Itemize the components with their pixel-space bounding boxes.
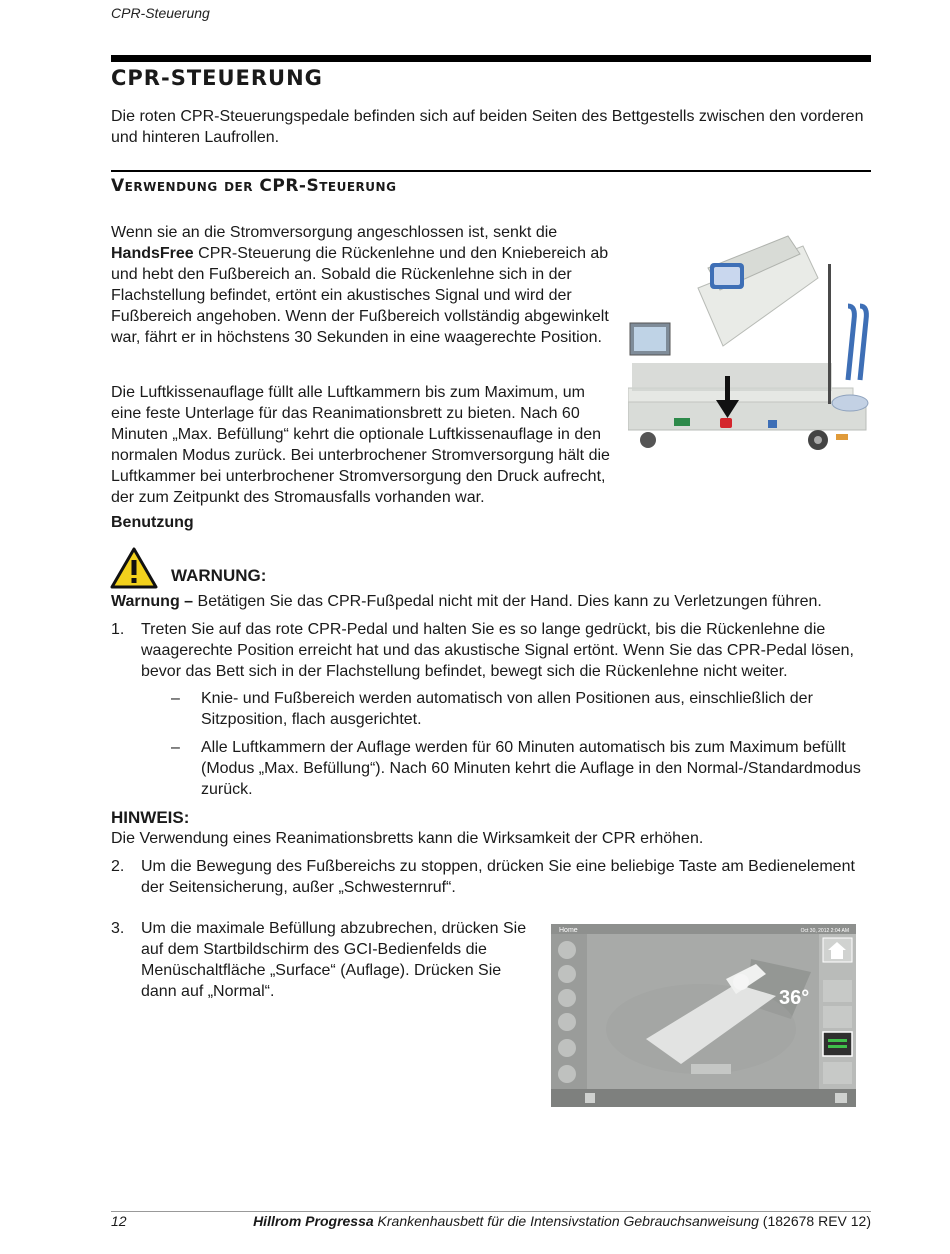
gci-screen-svg xyxy=(551,924,856,1107)
hospital-bed-illustration xyxy=(628,228,872,461)
screen-angle-readout: 36° xyxy=(779,987,810,1009)
warning-body: Betätigen Sie das CPR-Fußpedal nicht mit der Hand. Dies kann zu Verletzungen führen. xyxy=(193,593,822,610)
step-3-number: 3. xyxy=(111,920,125,937)
paragraph-2: Die Luftkissenauflage füllt alle Luftkammern bis zum Maximum, um eine feste Unterlage für das Reanimationsbrett zu bieten. Nach 60 Minuten „Max. Befüllung“ kehrt die optionale Luftkissenauflage in den normalen Modus zurück. Bei unterbrochener Stromversorgung hält die Luftkammer bei unterbrochener Stromversorgung den Druck aufrecht, der zum Zeitpunkt des Stromausfalls vorhanden war. xyxy=(111,384,610,506)
sub-item-2-text: Alle Luftkammern der Auflage werden für 60 Minuten automatisch bis zum Maximum befüllt (Modus „Max. Befüllung“). Nach 60 Minuten kehrt die Auflage in den Normal-/Standardmodus zurück. xyxy=(201,739,861,798)
step-3-text: Um die maximale Befüllung abzubrechen, drücken Sie auf dem Startbildschirm des GCI-Bedienfelds die Menüschaltfläche „Surface“ (Auflage). Drücken Sie dann auf „Normal“. xyxy=(141,920,527,1000)
gci-home-screen-illustration xyxy=(551,924,856,1107)
step-2 xyxy=(111,856,876,898)
footer-brand: Hillrom Progressa xyxy=(253,1213,374,1229)
sub-item-1 xyxy=(171,688,861,730)
footer-rule xyxy=(111,1211,871,1212)
paragraph-1-pre: Wenn sie an die Stromversorgung angeschlossen ist, senkt die xyxy=(111,224,558,241)
top-rule xyxy=(111,55,871,62)
footer-desc: Krankenhausbett für die Intensivstation Gebrauchsanweisung xyxy=(373,1213,759,1229)
intro-paragraph: Die roten CPR-Steuerungspedale befinden sich auf beiden Seiten des Bettgestells zwischen den vorderen und hinteren Laufrollen. xyxy=(111,108,864,146)
step-1-text: Treten Sie auf das rote CPR-Pedal und halten Sie es so lange gedrückt, bis die Rückenlehne die waagerechte Position erreicht hat und das akustische Signal ertönt. Wenn Sie das CPR-Pedal lösen, bevor das Bett sich in der Flachstellung befindet, bewegt sich die Rückenlehne nicht weiter. xyxy=(141,621,854,680)
step-1-number: 1. xyxy=(111,621,125,638)
paragraph-1-bold: HandsFree xyxy=(111,245,194,262)
step-2-number: 2. xyxy=(111,858,125,875)
hospital-bed-svg xyxy=(628,228,872,461)
paragraph-1 xyxy=(111,222,616,348)
running-head: CPR-Steuerung xyxy=(111,5,210,21)
step-3 xyxy=(111,918,531,1002)
page-number: 12 xyxy=(111,1213,127,1229)
sub-item-1-text: Knie- und Fußbereich werden automatisch von allen Positionen aus, einschließlich der Sitzposition, flach ausgerichtet. xyxy=(201,690,813,728)
note-text: Die Verwendung eines Reanimationsbretts kann die Wirksamkeit der CPR erhöhen. xyxy=(111,830,704,847)
section-title: Verwendung der CPR-Steuerung xyxy=(111,176,397,196)
screen-timestamp: Oct 30, 2012 2:04 AM xyxy=(800,928,849,934)
footer-revision: (182678 REV 12) xyxy=(758,1213,871,1229)
warning-text xyxy=(111,591,881,612)
paragraph-1-post: CPR-Steuerung die Rückenlehne und den Kniebereich ab und hebt den Fußbereich an. Sobald die Rückenlehne sich in der Flachstellung befindet, ertönt ein akustisches Signal und wird der Fußbereich angehoben. Wenn der Fußbereich vollständig abgewinkelt war, fährt er in höchstens 30 Sekunden in eine waagerechte Position. xyxy=(111,245,609,346)
section-rule xyxy=(111,170,871,172)
sub-item-1-dash: – xyxy=(171,690,180,707)
note-title: HINWEIS: xyxy=(111,808,190,827)
step-1 xyxy=(111,619,876,682)
sub-item-2 xyxy=(171,737,861,800)
sub-item-2-dash: – xyxy=(171,739,180,756)
warning-title: WARNUNG: xyxy=(171,566,267,585)
page-title: CPR-STEUERUNG xyxy=(111,66,323,90)
warning-lead: Warnung – xyxy=(111,593,194,610)
subheading-benutzung: Benutzung xyxy=(111,514,194,531)
screen-home-label: Home xyxy=(559,927,578,934)
footer-title xyxy=(253,1213,871,1229)
step-2-text: Um die Bewegung des Fußbereichs zu stoppen, drücken Sie eine beliebige Taste am Bedienelement der Seitensicherung, außer „Schwesternruf“. xyxy=(141,858,855,896)
warning-triangle-icon xyxy=(110,547,158,589)
